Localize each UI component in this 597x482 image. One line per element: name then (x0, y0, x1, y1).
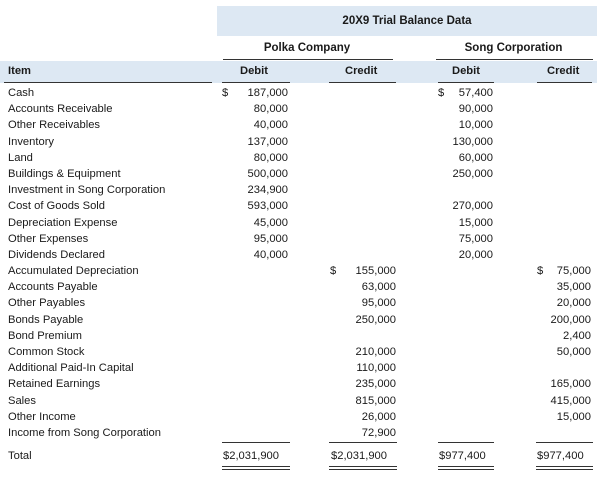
cell-song-credit (537, 134, 591, 150)
cell-song-credit (537, 231, 591, 247)
dollar-sign: $ (222, 87, 229, 99)
cell-polka-credit (330, 231, 396, 247)
column-header-song-credit: Credit (547, 65, 580, 77)
row-item-label: Other Expenses (8, 232, 89, 245)
cell-polka-credit (330, 376, 396, 392)
cell-song-credit (537, 279, 591, 295)
cell-value: 90,000 (458, 103, 493, 116)
cell-value: 235,000 (355, 378, 396, 391)
sum-rule-song-credit (536, 442, 593, 443)
row-item-label: Other Payables (8, 297, 86, 310)
row-item-label: Bond Premium (8, 329, 82, 342)
cell-polka-debit (222, 198, 288, 214)
table-row (0, 393, 597, 409)
cell-song-credit (537, 328, 591, 344)
cell-value: 20,000 (556, 297, 591, 310)
column-header-row (0, 61, 597, 83)
table-row (0, 231, 597, 247)
column-header-polka-credit: Credit (345, 65, 378, 77)
cell-song-credit (537, 101, 591, 117)
table-row (0, 134, 597, 150)
header-underline-item (4, 82, 212, 83)
cell-value: 75,000 (556, 265, 591, 278)
dollar-sign: $ (537, 265, 544, 278)
table-row (0, 263, 597, 279)
cell-song-debit (438, 198, 493, 214)
cell-value: 50,000 (556, 346, 591, 358)
row-item-label: Depreciation Expense (8, 216, 118, 229)
cell-polka-credit (330, 166, 396, 182)
cell-song-credit (537, 198, 591, 214)
row-item-label: Accumulated Depreciation (8, 265, 139, 278)
total-label: Total (8, 450, 32, 462)
row-item-label: Retained Earnings (8, 378, 101, 391)
sum-rule-song-debit (438, 442, 494, 443)
column-header-song-debit: Debit (452, 65, 480, 77)
cell-polka-credit (330, 344, 396, 360)
cell-polka-credit (330, 117, 396, 133)
table-row (0, 360, 597, 376)
cell-song-credit (537, 247, 591, 263)
double-rule-song-debit (438, 466, 494, 470)
row-item-label: Dividends Declared (8, 248, 106, 261)
row-item-label: Income from Song Corporation (8, 426, 161, 439)
cell-value: 35,000 (556, 281, 591, 294)
cell-value: 40,000 (253, 119, 288, 132)
cell-song-credit (537, 166, 591, 182)
cell-polka-debit (222, 279, 288, 295)
cell-song-credit (537, 344, 591, 360)
cell-song-debit (438, 150, 493, 166)
cell-polka-debit (222, 231, 288, 247)
cell-polka-credit (330, 150, 396, 166)
cell-polka-debit (222, 393, 288, 409)
row-item-label: Buildings & Equipment (8, 167, 121, 180)
table-row (0, 425, 597, 441)
cell-value: 500,000 (247, 167, 288, 180)
header-underline-polka-credit (329, 82, 396, 83)
table-row (0, 166, 597, 182)
cell-song-debit (438, 295, 493, 311)
cell-value: 20,000 (458, 248, 493, 261)
cell-song-debit (438, 312, 493, 328)
table-title (217, 6, 597, 36)
cell-polka-credit (330, 409, 396, 425)
table-row (0, 312, 597, 328)
header-underline-song-debit (438, 82, 494, 83)
cell-polka-debit (222, 117, 288, 133)
cell-song-debit (438, 231, 493, 247)
cell-value: 60,000 (458, 151, 493, 164)
total-song-debit: $977,400 (439, 450, 486, 462)
dollar-sign: $ (438, 87, 445, 99)
cell-polka-credit (330, 328, 396, 344)
cell-polka-credit (330, 360, 396, 376)
cell-song-credit (537, 85, 591, 101)
cell-value: 57,400 (458, 87, 493, 99)
table-row (0, 344, 597, 360)
cell-song-debit (438, 344, 493, 360)
total-song-credit: $977,400 (537, 450, 584, 462)
dollar-sign: $ (330, 265, 337, 278)
row-item-label: Accounts Payable (8, 281, 98, 294)
cell-value: 63,000 (361, 281, 396, 294)
row-item-label: Common Stock (8, 346, 85, 358)
cell-polka-debit (222, 409, 288, 425)
cell-polka-debit (222, 150, 288, 166)
cell-value: 15,000 (556, 410, 591, 423)
cell-value: 155,000 (355, 265, 396, 278)
company-name-song: Song Corporation (464, 42, 563, 54)
table-row (0, 150, 597, 166)
cell-value: 187,000 (247, 87, 288, 99)
sum-rule-polka-debit (222, 442, 290, 443)
cell-value: 40,000 (253, 248, 288, 261)
cell-polka-debit (222, 85, 288, 101)
table-row (0, 182, 597, 198)
cell-song-debit (438, 279, 493, 295)
cell-value: 165,000 (550, 378, 591, 391)
table-row (0, 85, 597, 101)
cell-polka-credit (330, 393, 396, 409)
cell-polka-credit (330, 279, 396, 295)
row-item-label: Bonds Payable (8, 313, 84, 326)
cell-value: 45,000 (253, 216, 288, 229)
row-item-label: Accounts Receivable (8, 103, 113, 116)
row-item-label: Other Receivables (8, 119, 101, 132)
cell-song-credit (537, 150, 591, 166)
cell-song-credit (537, 360, 591, 376)
cell-value: 130,000 (452, 135, 493, 148)
cell-polka-debit (222, 182, 288, 198)
cell-polka-debit (222, 295, 288, 311)
cell-polka-debit (222, 101, 288, 117)
company-underline-polka (223, 59, 393, 60)
cell-value: 593,000 (247, 200, 288, 213)
cell-song-credit (537, 117, 591, 133)
table-row (0, 215, 597, 231)
cell-song-credit (537, 393, 591, 409)
total-row (0, 447, 597, 465)
cell-song-debit (438, 215, 493, 231)
cell-song-debit (438, 425, 493, 441)
cell-song-credit (537, 312, 591, 328)
cell-song-credit (537, 295, 591, 311)
company-name-polka: Polka Company (263, 42, 351, 54)
header-underline-polka-debit (222, 82, 290, 83)
cell-song-credit (537, 182, 591, 198)
cell-value: 2,400 (563, 329, 591, 342)
table-row (0, 198, 597, 214)
row-item-label: Other Income (8, 410, 76, 423)
cell-song-debit (438, 376, 493, 392)
cell-value: 137,000 (247, 135, 288, 148)
cell-value: 415,000 (550, 394, 591, 407)
table-row (0, 409, 597, 425)
cell-polka-credit (330, 295, 396, 311)
cell-polka-credit (330, 263, 396, 279)
cell-polka-debit (222, 376, 288, 392)
row-item-label: Land (8, 151, 33, 164)
cell-value: 10,000 (458, 119, 493, 132)
table-row (0, 376, 597, 392)
cell-song-credit (537, 425, 591, 441)
cell-song-debit (438, 85, 493, 101)
table-row (0, 247, 597, 263)
row-item-label: Investment in Song Corporation (8, 184, 166, 197)
row-item-label: Cash (8, 87, 35, 99)
total-polka-credit: $2,031,900 (331, 450, 387, 462)
row-item-label: Inventory (8, 135, 55, 148)
cell-song-credit (537, 376, 591, 392)
cell-song-debit (438, 101, 493, 117)
cell-polka-debit (222, 134, 288, 150)
cell-value: 80,000 (253, 103, 288, 116)
cell-value: 110,000 (356, 362, 396, 375)
table-row (0, 295, 597, 311)
table-row (0, 101, 597, 117)
double-rule-song-credit (536, 466, 593, 470)
cell-polka-debit (222, 425, 288, 441)
cell-polka-debit (222, 215, 288, 231)
cell-polka-credit (330, 85, 396, 101)
cell-polka-credit (330, 425, 396, 441)
cell-value: 26,000 (361, 410, 396, 423)
cell-song-debit (438, 134, 493, 150)
row-item-label: Cost of Goods Sold (8, 200, 106, 213)
company-underline-song (436, 59, 593, 60)
total-polka-debit: $2,031,900 (223, 450, 279, 462)
cell-song-debit (438, 360, 493, 376)
cell-polka-debit (222, 247, 288, 263)
company-header-song (430, 36, 597, 60)
cell-value: 210,000 (355, 346, 396, 358)
cell-song-credit (537, 215, 591, 231)
cell-polka-debit (222, 344, 288, 360)
cell-song-credit (537, 409, 591, 425)
cell-polka-credit (330, 247, 396, 263)
cell-value: 95,000 (361, 297, 396, 310)
cell-value: 815,000 (355, 394, 396, 407)
cell-polka-credit (330, 312, 396, 328)
cell-polka-credit (330, 134, 396, 150)
cell-polka-credit (330, 182, 396, 198)
cell-value: 250,000 (452, 167, 493, 180)
cell-song-debit (438, 328, 493, 344)
table-row (0, 117, 597, 133)
cell-song-debit (438, 166, 493, 182)
cell-value: 200,000 (550, 313, 591, 326)
header-underline-song-credit (537, 82, 592, 83)
cell-song-debit (438, 409, 493, 425)
cell-value: 95,000 (253, 232, 288, 245)
table-row (0, 279, 597, 295)
cell-polka-debit (222, 328, 288, 344)
cell-song-debit (438, 182, 493, 198)
cell-value: 270,000 (452, 200, 493, 213)
table-row (0, 328, 597, 344)
column-header-polka-debit: Debit (240, 65, 268, 77)
cell-song-debit (438, 393, 493, 409)
cell-polka-debit (222, 312, 288, 328)
cell-polka-credit (330, 215, 396, 231)
cell-polka-debit (222, 263, 288, 279)
row-item-label: Additional Paid-In Capital (8, 362, 134, 375)
double-rule-polka-debit (222, 466, 290, 470)
cell-song-debit (438, 117, 493, 133)
cell-song-debit (438, 263, 493, 279)
cell-value: 15,000 (458, 216, 493, 229)
table-body (0, 85, 597, 441)
cell-value: 234,900 (247, 184, 288, 197)
table-title-text: 20X9 Trial Balance Data (342, 15, 472, 27)
cell-polka-debit (222, 360, 288, 376)
cell-value: 72,900 (361, 426, 396, 439)
cell-value: 250,000 (355, 313, 396, 326)
row-item-label: Sales (8, 394, 36, 407)
cell-song-credit (537, 263, 591, 279)
cell-polka-credit (330, 198, 396, 214)
column-header-item: Item (8, 65, 32, 77)
cell-value: 75,000 (458, 232, 493, 245)
cell-polka-debit (222, 166, 288, 182)
cell-song-debit (438, 247, 493, 263)
company-header-polka (217, 36, 397, 60)
cell-value: 80,000 (253, 151, 288, 164)
cell-polka-credit (330, 101, 396, 117)
double-rule-polka-credit (329, 466, 397, 470)
sum-rule-polka-credit (329, 442, 397, 443)
